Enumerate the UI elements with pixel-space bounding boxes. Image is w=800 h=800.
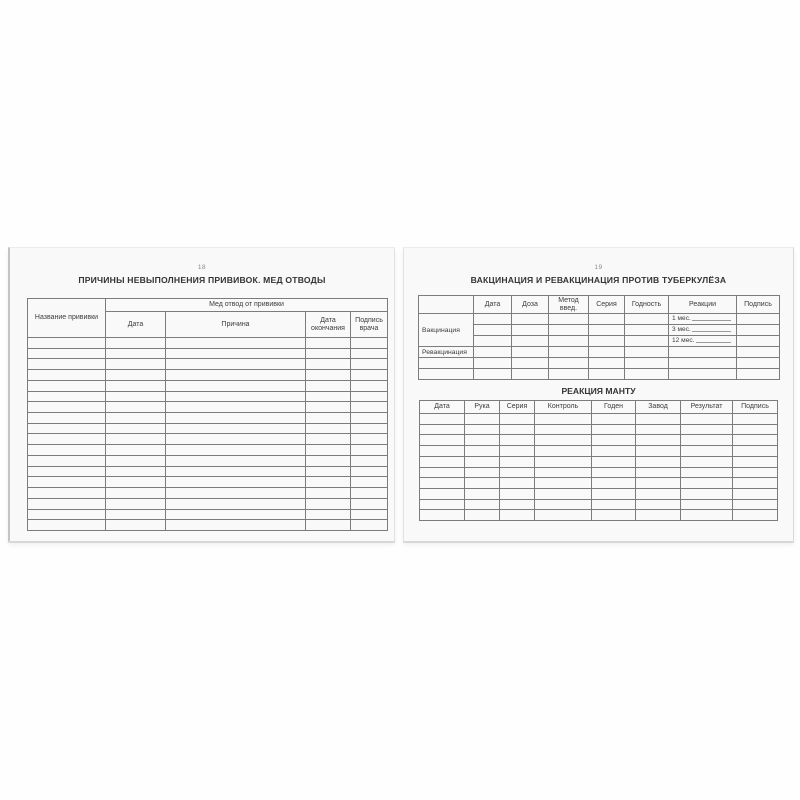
empty-cell <box>669 369 737 380</box>
empty-cell <box>733 489 778 500</box>
fill-in-line <box>696 341 732 343</box>
empty-cell <box>535 414 592 425</box>
empty-cell <box>351 359 388 370</box>
table-row <box>28 477 388 488</box>
empty-cell <box>592 446 636 457</box>
empty-cell <box>549 325 589 336</box>
table-row <box>28 488 388 499</box>
empty-cell <box>500 510 535 521</box>
empty-cell <box>592 456 636 467</box>
table-row <box>28 370 388 381</box>
empty-cell <box>351 380 388 391</box>
column-header-reactions: Реакции <box>669 296 737 314</box>
empty-cell <box>589 325 625 336</box>
empty-cell <box>681 446 733 457</box>
empty-cell <box>306 520 351 531</box>
empty-cell <box>306 434 351 445</box>
empty-cell <box>106 370 166 381</box>
mantoux-table-body <box>420 414 778 521</box>
empty-cell <box>106 434 166 445</box>
empty-cell <box>465 489 500 500</box>
empty-cell <box>636 478 681 489</box>
table-row <box>28 498 388 509</box>
empty-cell <box>166 434 306 445</box>
empty-cell <box>681 456 733 467</box>
empty-cell <box>306 445 351 456</box>
empty-cell <box>420 424 465 435</box>
table-row <box>28 413 388 424</box>
empty-cell <box>733 414 778 425</box>
column-header-series: Серия <box>589 296 625 314</box>
empty-cell <box>106 391 166 402</box>
column-header-vaccine-name: Название прививки <box>28 299 106 338</box>
empty-cell <box>106 477 166 488</box>
reaction-1-month-label: 1 мес. <box>672 315 691 322</box>
empty-cell <box>166 488 306 499</box>
column-header-series: Серия <box>500 401 535 414</box>
empty-cell <box>474 314 512 325</box>
empty-cell <box>636 467 681 478</box>
empty-cell <box>733 424 778 435</box>
table-row <box>28 520 388 531</box>
empty-cell <box>420 489 465 500</box>
column-header-doctor-signature: Подпись врача <box>351 312 388 338</box>
empty-cell <box>28 498 106 509</box>
empty-cell <box>500 467 535 478</box>
empty-cell <box>500 478 535 489</box>
empty-cell <box>592 489 636 500</box>
table-row <box>28 348 388 359</box>
empty-cell <box>351 423 388 434</box>
table-row <box>420 510 778 521</box>
column-header-blank <box>419 296 474 314</box>
empty-cell <box>733 467 778 478</box>
empty-cell <box>306 466 351 477</box>
empty-cell <box>28 402 106 413</box>
empty-cell <box>420 435 465 446</box>
empty-cell <box>636 446 681 457</box>
empty-cell <box>420 499 465 510</box>
empty-cell <box>733 456 778 467</box>
med-exemption-table-body <box>28 338 388 531</box>
empty-cell <box>636 510 681 521</box>
empty-cell <box>351 391 388 402</box>
empty-cell <box>681 435 733 446</box>
empty-cell <box>166 466 306 477</box>
column-header-signature: Подпись <box>733 401 778 414</box>
empty-cell <box>166 391 306 402</box>
empty-cell <box>351 455 388 466</box>
empty-cell <box>306 391 351 402</box>
table-row <box>28 391 388 402</box>
empty-cell <box>306 488 351 499</box>
empty-cell <box>351 348 388 359</box>
empty-cell <box>465 467 500 478</box>
table-row <box>28 338 388 349</box>
reaction-1-month-cell <box>669 314 737 325</box>
empty-cell <box>733 478 778 489</box>
empty-cell <box>589 314 625 325</box>
empty-cell <box>166 445 306 456</box>
empty-cell <box>681 510 733 521</box>
column-header-date: Дата <box>474 296 512 314</box>
table-row <box>420 456 778 467</box>
empty-cell <box>681 499 733 510</box>
empty-cell <box>549 358 589 369</box>
empty-cell <box>589 369 625 380</box>
empty-cell <box>166 370 306 381</box>
empty-cell <box>681 467 733 478</box>
empty-cell <box>166 413 306 424</box>
empty-cell <box>535 467 592 478</box>
tb-vaccination-table <box>418 295 780 380</box>
empty-cell <box>106 488 166 499</box>
empty-cell <box>681 414 733 425</box>
empty-cell <box>106 380 166 391</box>
empty-cell <box>106 402 166 413</box>
empty-cell <box>512 347 549 358</box>
empty-cell <box>28 370 106 381</box>
empty-cell <box>474 336 512 347</box>
table-row <box>420 435 778 446</box>
empty-cell <box>549 347 589 358</box>
empty-cell <box>465 499 500 510</box>
empty-cell <box>500 424 535 435</box>
empty-cell <box>420 414 465 425</box>
empty-cell <box>166 359 306 370</box>
table-row <box>28 445 388 456</box>
empty-cell <box>592 510 636 521</box>
empty-cell <box>28 348 106 359</box>
table-row <box>420 478 778 489</box>
empty-cell <box>512 336 549 347</box>
mantoux-table <box>419 400 778 521</box>
empty-cell <box>351 434 388 445</box>
empty-cell <box>28 509 106 520</box>
empty-cell <box>625 358 669 369</box>
column-header-signature: Подпись <box>737 296 780 314</box>
empty-cell <box>351 477 388 488</box>
empty-cell <box>592 435 636 446</box>
empty-cell <box>106 445 166 456</box>
empty-cell <box>351 338 388 349</box>
reaction-3-month-cell <box>669 325 737 336</box>
empty-cell <box>28 445 106 456</box>
empty-cell <box>306 402 351 413</box>
empty-cell <box>106 498 166 509</box>
empty-cell <box>306 338 351 349</box>
empty-cell <box>549 336 589 347</box>
empty-cell <box>733 435 778 446</box>
empty-cell <box>500 489 535 500</box>
empty-cell <box>106 413 166 424</box>
empty-cell <box>535 435 592 446</box>
column-header-group-med-exemption: Мед отвод от прививки <box>106 299 388 312</box>
empty-cell <box>465 446 500 457</box>
empty-cell <box>28 423 106 434</box>
empty-cell <box>500 446 535 457</box>
empty-cell <box>474 347 512 358</box>
empty-cell <box>351 402 388 413</box>
empty-cell <box>535 489 592 500</box>
empty-cell <box>420 467 465 478</box>
page-number-left: 18 <box>197 264 207 271</box>
table-row-vaccination-3m <box>419 325 780 336</box>
empty-cell <box>500 435 535 446</box>
empty-cell <box>351 413 388 424</box>
empty-cell <box>465 414 500 425</box>
empty-cell <box>166 455 306 466</box>
empty-cell <box>592 424 636 435</box>
empty-cell <box>306 498 351 509</box>
empty-cell <box>28 391 106 402</box>
page-number-right: 19 <box>594 264 603 271</box>
empty-cell <box>474 358 512 369</box>
empty-cell <box>420 446 465 457</box>
empty-cell <box>465 456 500 467</box>
table-row <box>28 423 388 434</box>
empty-cell <box>681 424 733 435</box>
empty-cell <box>28 380 106 391</box>
column-header-end-date: Дата окончания <box>306 312 351 338</box>
empty-cell <box>625 369 669 380</box>
empty-cell <box>589 347 625 358</box>
empty-cell <box>419 358 474 369</box>
table-row <box>28 509 388 520</box>
table-row <box>28 380 388 391</box>
empty-cell <box>465 478 500 489</box>
empty-cell <box>589 336 625 347</box>
table-row <box>420 467 778 478</box>
table-row <box>28 466 388 477</box>
empty-cell <box>592 478 636 489</box>
table-row <box>28 402 388 413</box>
empty-cell <box>512 314 549 325</box>
empty-cell <box>306 455 351 466</box>
reaction-3-month-label: 3 мес. <box>672 326 691 333</box>
reaction-12-month-label: 12 мес. <box>672 337 695 344</box>
empty-cell <box>733 510 778 521</box>
column-header-dose: Доза <box>512 296 549 314</box>
empty-cell <box>166 402 306 413</box>
empty-cell <box>636 414 681 425</box>
empty-cell <box>625 347 669 358</box>
left-page-title: ПРИЧИНЫ НЕВЫПОЛНЕНИЯ ПРИВИВОК. МЕД ОТВОДЫ <box>78 275 326 285</box>
empty-cell <box>306 370 351 381</box>
fill-in-line <box>692 319 731 321</box>
empty-cell <box>351 445 388 456</box>
empty-cell <box>166 348 306 359</box>
empty-cell <box>28 359 106 370</box>
column-header-date: Дата <box>420 401 465 414</box>
empty-cell <box>351 509 388 520</box>
column-header-arm: Рука <box>465 401 500 414</box>
empty-cell <box>106 520 166 531</box>
empty-cell <box>166 380 306 391</box>
empty-cell <box>636 435 681 446</box>
empty-cell <box>28 488 106 499</box>
table-row <box>420 489 778 500</box>
empty-cell <box>535 478 592 489</box>
empty-cell <box>166 498 306 509</box>
empty-cell <box>733 499 778 510</box>
empty-cell <box>535 446 592 457</box>
table-row <box>28 455 388 466</box>
mantoux-header-row <box>420 401 778 414</box>
column-header-validity: Годность <box>625 296 669 314</box>
column-header-method: Метод введ. <box>549 296 589 314</box>
empty-cell <box>592 467 636 478</box>
table-row <box>419 358 780 369</box>
empty-cell <box>636 499 681 510</box>
empty-cell <box>681 489 733 500</box>
empty-cell <box>669 347 737 358</box>
empty-cell <box>535 499 592 510</box>
column-header-valid-until: Годен <box>592 401 636 414</box>
empty-cell <box>306 423 351 434</box>
empty-cell <box>351 370 388 381</box>
med-exemption-table <box>27 298 388 531</box>
table-row-revaccination <box>419 347 780 358</box>
empty-cell <box>106 359 166 370</box>
empty-cell <box>737 336 780 347</box>
empty-cell <box>28 434 106 445</box>
empty-cell <box>306 509 351 520</box>
empty-cell <box>166 520 306 531</box>
empty-cell <box>592 414 636 425</box>
empty-cell <box>28 520 106 531</box>
empty-cell <box>589 358 625 369</box>
empty-cell <box>420 510 465 521</box>
empty-cell <box>465 424 500 435</box>
empty-cell <box>166 423 306 434</box>
empty-cell <box>306 477 351 488</box>
empty-cell <box>106 348 166 359</box>
mantoux-title: РЕАКЦИЯ МАНТУ <box>561 386 636 396</box>
table-row <box>420 414 778 425</box>
empty-cell <box>474 369 512 380</box>
empty-cell <box>636 424 681 435</box>
header-row-group <box>28 299 388 312</box>
empty-cell <box>681 478 733 489</box>
row-label-revaccination: Ревакцинация <box>419 347 474 358</box>
empty-cell <box>28 455 106 466</box>
empty-cell <box>737 369 780 380</box>
empty-cell <box>351 520 388 531</box>
empty-cell <box>592 499 636 510</box>
empty-cell <box>733 446 778 457</box>
empty-cell <box>28 466 106 477</box>
empty-cell <box>512 369 549 380</box>
empty-cell <box>351 488 388 499</box>
empty-cell <box>306 380 351 391</box>
empty-cell <box>512 325 549 336</box>
empty-cell <box>535 510 592 521</box>
empty-cell <box>500 414 535 425</box>
empty-cell <box>737 325 780 336</box>
empty-cell <box>106 509 166 520</box>
tb-header-row <box>419 296 780 314</box>
empty-cell <box>106 423 166 434</box>
empty-cell <box>420 478 465 489</box>
table-row <box>419 369 780 380</box>
table-row <box>28 359 388 370</box>
empty-cell <box>106 455 166 466</box>
table-row <box>28 434 388 445</box>
empty-cell <box>737 314 780 325</box>
table-row <box>420 424 778 435</box>
empty-cell <box>166 477 306 488</box>
empty-cell <box>166 338 306 349</box>
empty-cell <box>306 359 351 370</box>
empty-cell <box>500 499 535 510</box>
empty-cell <box>465 435 500 446</box>
empty-cell <box>636 456 681 467</box>
empty-cell <box>351 466 388 477</box>
empty-cell <box>535 456 592 467</box>
empty-cell <box>306 413 351 424</box>
table-row-vaccination-1m <box>419 314 780 325</box>
row-label-vaccination: Вакцинация <box>419 314 474 347</box>
empty-cell <box>549 314 589 325</box>
tb-table-extra-rows <box>419 358 780 380</box>
empty-cell <box>737 347 780 358</box>
column-header-date: Дата <box>106 312 166 338</box>
empty-cell <box>28 413 106 424</box>
fill-in-line <box>692 330 731 332</box>
empty-cell <box>465 510 500 521</box>
empty-cell <box>166 509 306 520</box>
empty-cell <box>106 338 166 349</box>
empty-cell <box>512 358 549 369</box>
left-page <box>8 247 395 541</box>
table-row-vaccination-12m <box>419 336 780 347</box>
column-header-factory: Завод <box>636 401 681 414</box>
reaction-12-month-cell <box>669 336 737 347</box>
empty-cell <box>419 369 474 380</box>
empty-cell <box>420 456 465 467</box>
empty-cell <box>351 498 388 509</box>
empty-cell <box>306 348 351 359</box>
empty-cell <box>625 314 669 325</box>
empty-cell <box>106 466 166 477</box>
empty-cell <box>474 325 512 336</box>
table-row <box>420 446 778 457</box>
empty-cell <box>500 456 535 467</box>
empty-cell <box>28 338 106 349</box>
empty-cell <box>636 489 681 500</box>
column-header-reason: Причина <box>166 312 306 338</box>
empty-cell <box>625 325 669 336</box>
column-header-result: Результат <box>681 401 733 414</box>
empty-cell <box>28 477 106 488</box>
column-header-control: Контроль <box>535 401 592 414</box>
empty-cell <box>549 369 589 380</box>
table-row <box>420 499 778 510</box>
empty-cell <box>535 424 592 435</box>
right-page-title: ВАКЦИНАЦИЯ И РЕВАКЦИНАЦИЯ ПРОТИВ ТУБЕРКУЛЁЗА <box>470 275 727 285</box>
empty-cell <box>737 358 780 369</box>
empty-cell <box>625 336 669 347</box>
empty-cell <box>669 358 737 369</box>
right-page <box>403 247 794 541</box>
